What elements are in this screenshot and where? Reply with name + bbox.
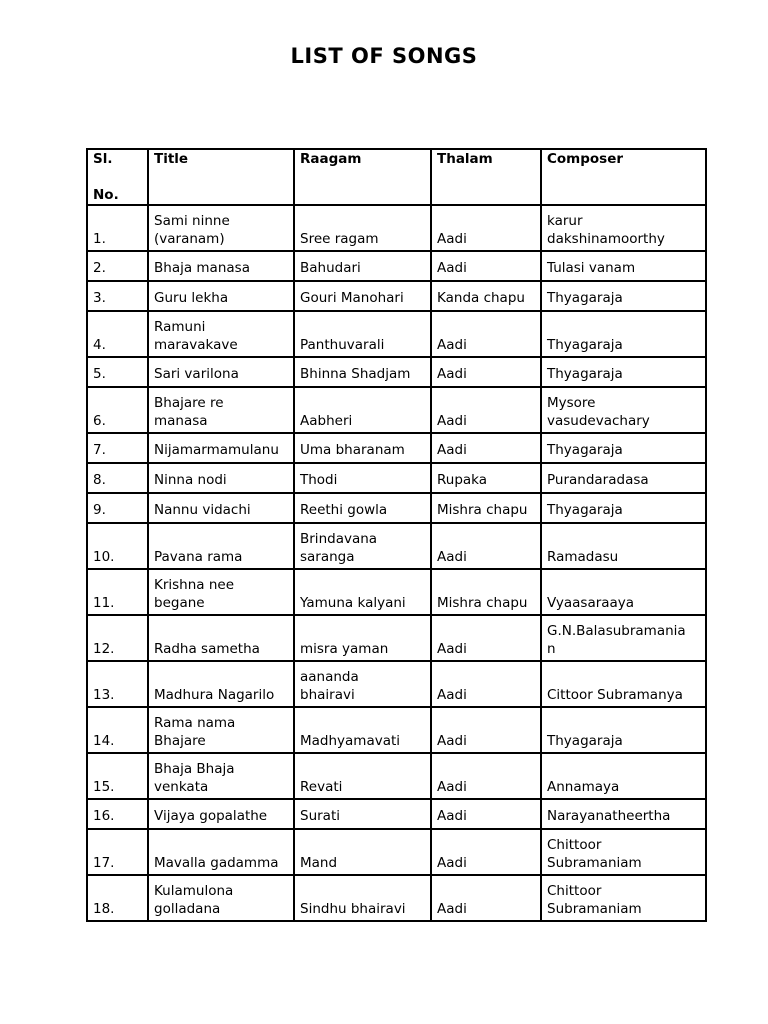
- cell-title: [148, 251, 294, 281]
- cell-thalam: [431, 493, 541, 523]
- cell-sl-no: [87, 205, 148, 251]
- cell-composer: [541, 463, 706, 493]
- cell-composer-line: Ramadasu: [547, 548, 619, 565]
- cell-title: [148, 875, 294, 921]
- songs-table: [86, 148, 707, 922]
- cell-thalam-line: Rupaka: [437, 471, 488, 488]
- table-row: [87, 753, 706, 799]
- cell-composer-line: karur: [547, 213, 583, 229]
- header-sl-no: [87, 149, 148, 205]
- cell-title-line: Guru lekha: [154, 289, 229, 306]
- cell-title: [148, 493, 294, 523]
- cell-sl-no: [87, 799, 148, 829]
- cell-sl-no-line: 17.: [93, 854, 115, 871]
- cell-title: [148, 357, 294, 387]
- cell-raagam-line: saranga: [300, 548, 355, 565]
- cell-title-line: golladana: [154, 900, 221, 917]
- cell-raagam: [294, 875, 431, 921]
- cell-raagam: [294, 205, 431, 251]
- cell-raagam: [294, 615, 431, 661]
- cell-title-line: Ramuni: [154, 319, 206, 335]
- cell-composer: [541, 357, 706, 387]
- cell-title: [148, 615, 294, 661]
- cell-title-line: Rama nama: [154, 715, 236, 731]
- cell-title-line: maravakave: [154, 336, 238, 353]
- header-raagam: Raagam: [294, 149, 431, 205]
- cell-composer-line: Subramaniam: [547, 900, 642, 917]
- cell-raagam: [294, 387, 431, 433]
- cell-composer: [541, 799, 706, 829]
- cell-title: [148, 387, 294, 433]
- cell-thalam-line: Aadi: [437, 259, 467, 276]
- cell-sl-no: [87, 661, 148, 707]
- cell-title-line: begane: [154, 594, 205, 611]
- table-row: [87, 205, 706, 251]
- cell-sl-no: [87, 875, 148, 921]
- cell-raagam: [294, 569, 431, 615]
- cell-sl-no-line: 1.: [93, 230, 106, 247]
- cell-thalam: [431, 281, 541, 311]
- cell-title-line: (varanam): [154, 230, 225, 247]
- cell-thalam: [431, 661, 541, 707]
- cell-raagam: [294, 433, 431, 463]
- cell-thalam: [431, 357, 541, 387]
- cell-composer: [541, 615, 706, 661]
- cell-composer-line: Chittoor: [547, 883, 602, 899]
- cell-thalam: [431, 753, 541, 799]
- table-row: [87, 569, 706, 615]
- cell-thalam-line: Aadi: [437, 807, 467, 824]
- cell-raagam-line: Aabheri: [300, 412, 353, 429]
- cell-title: [148, 569, 294, 615]
- cell-raagam-line: Bahudari: [300, 259, 361, 276]
- cell-composer-line: Thyagaraja: [547, 441, 623, 458]
- cell-title-line: Madhura Nagarilo: [154, 686, 275, 703]
- cell-composer-line: dakshinamoorthy: [547, 230, 665, 247]
- cell-title-line: Bhaja Bhaja: [154, 761, 235, 777]
- cell-composer-line: Chittoor: [547, 837, 602, 853]
- cell-thalam: [431, 569, 541, 615]
- cell-raagam-line: Panthuvarali: [300, 336, 385, 353]
- cell-composer: [541, 661, 706, 707]
- cell-sl-no-line: 13.: [93, 686, 115, 703]
- cell-thalam-line: Kanda chapu: [437, 289, 525, 306]
- cell-title-line: Ninna nodi: [154, 471, 227, 488]
- cell-composer-line: n: [547, 640, 556, 657]
- cell-raagam-line: Revati: [300, 778, 343, 795]
- cell-composer: [541, 433, 706, 463]
- cell-sl-no: [87, 281, 148, 311]
- cell-title: [148, 463, 294, 493]
- cell-title-line: manasa: [154, 412, 208, 429]
- page-title: LIST OF SONGS: [290, 44, 478, 68]
- cell-thalam-line: Aadi: [437, 854, 467, 871]
- cell-composer: [541, 753, 706, 799]
- cell-sl-no: [87, 753, 148, 799]
- cell-thalam-line: Aadi: [437, 548, 467, 565]
- cell-composer: [541, 829, 706, 875]
- cell-raagam-line: Gouri Manohari: [300, 289, 404, 306]
- cell-sl-no: [87, 463, 148, 493]
- cell-thalam-line: Aadi: [437, 900, 467, 917]
- cell-raagam-line: Madhyamavati: [300, 732, 401, 749]
- cell-composer: [541, 875, 706, 921]
- cell-composer: [541, 251, 706, 281]
- header-sl: Sl.: [93, 151, 113, 167]
- cell-composer: [541, 493, 706, 523]
- cell-raagam: [294, 493, 431, 523]
- cell-composer-line: Annamaya: [547, 778, 620, 795]
- cell-sl-no-line: 12.: [93, 640, 115, 657]
- table-row: [87, 799, 706, 829]
- cell-sl-no-line: 14.: [93, 732, 115, 749]
- cell-composer: [541, 523, 706, 569]
- table-row: [87, 281, 706, 311]
- cell-composer-line: Vyaasaraaya: [547, 594, 635, 611]
- cell-title-line: Sami ninne: [154, 213, 230, 229]
- cell-raagam-line: aananda: [300, 669, 359, 685]
- cell-composer-line: Thyagaraja: [547, 336, 623, 353]
- cell-sl-no-line: 15.: [93, 778, 115, 795]
- cell-title: [148, 829, 294, 875]
- cell-thalam-line: Aadi: [437, 365, 467, 382]
- cell-composer-line: Thyagaraja: [547, 732, 623, 749]
- cell-title: [148, 205, 294, 251]
- table-row: [87, 615, 706, 661]
- cell-composer-line: vasudevachary: [547, 412, 650, 429]
- cell-composer-line: Tulasi vanam: [547, 259, 636, 276]
- table-row: [87, 387, 706, 433]
- cell-sl-no: [87, 829, 148, 875]
- cell-thalam: [431, 707, 541, 753]
- cell-thalam: [431, 829, 541, 875]
- cell-sl-no: [87, 251, 148, 281]
- cell-title-line: Bhaja manasa: [154, 259, 250, 276]
- cell-raagam-line: Thodi: [300, 471, 338, 488]
- cell-composer: [541, 281, 706, 311]
- cell-title-line: Radha sametha: [154, 640, 260, 657]
- cell-title: [148, 523, 294, 569]
- cell-sl-no: [87, 387, 148, 433]
- cell-title-line: Nannu vidachi: [154, 501, 251, 518]
- header-title: Title: [148, 149, 294, 205]
- cell-sl-no-line: 8.: [93, 471, 106, 488]
- cell-thalam-line: Aadi: [437, 686, 467, 703]
- table-row: [87, 829, 706, 875]
- cell-title-line: Vijaya gopalathe: [154, 807, 268, 824]
- cell-sl-no: [87, 707, 148, 753]
- cell-title: [148, 281, 294, 311]
- cell-title-line: Mavalla gadamma: [154, 854, 279, 871]
- cell-raagam-line: Bhinna Shadjam: [300, 365, 411, 382]
- cell-thalam-line: Aadi: [437, 441, 467, 458]
- cell-title: [148, 799, 294, 829]
- cell-sl-no-line: 16.: [93, 807, 115, 824]
- cell-raagam-line: Mand: [300, 854, 338, 871]
- cell-raagam-line: bhairavi: [300, 686, 355, 703]
- cell-sl-no-line: 11.: [93, 594, 115, 611]
- cell-thalam-line: Aadi: [437, 778, 467, 795]
- cell-composer-line: Cittoor Subramanya: [547, 686, 683, 703]
- cell-thalam: [431, 251, 541, 281]
- cell-title-line: Sari varilona: [154, 365, 239, 382]
- table-row: [87, 463, 706, 493]
- cell-raagam: [294, 799, 431, 829]
- cell-raagam: [294, 251, 431, 281]
- cell-title: [148, 433, 294, 463]
- table-row: [87, 707, 706, 753]
- cell-composer: [541, 387, 706, 433]
- cell-title-line: Nijamarmamulanu: [154, 441, 279, 458]
- cell-raagam: [294, 753, 431, 799]
- cell-title-line: Bhajare: [154, 732, 206, 749]
- cell-sl-no-line: 6.: [93, 412, 106, 429]
- cell-composer-line: Mysore: [547, 395, 596, 411]
- cell-composer: [541, 569, 706, 615]
- cell-thalam: [431, 205, 541, 251]
- cell-raagam-line: Surati: [300, 807, 340, 824]
- cell-composer-line: Subramaniam: [547, 854, 642, 871]
- header-no: No.: [93, 186, 119, 203]
- table-row: [87, 875, 706, 921]
- cell-raagam: [294, 829, 431, 875]
- cell-thalam-line: Aadi: [437, 640, 467, 657]
- cell-composer: [541, 707, 706, 753]
- cell-title: [148, 707, 294, 753]
- cell-sl-no: [87, 357, 148, 387]
- cell-sl-no-line: 5.: [93, 365, 106, 382]
- cell-raagam: [294, 707, 431, 753]
- header-thalam: Thalam: [431, 149, 541, 205]
- cell-raagam: [294, 661, 431, 707]
- cell-raagam: [294, 463, 431, 493]
- cell-thalam-line: Aadi: [437, 336, 467, 353]
- cell-title: [148, 311, 294, 357]
- cell-thalam: [431, 311, 541, 357]
- cell-thalam-line: Aadi: [437, 732, 467, 749]
- cell-raagam: [294, 311, 431, 357]
- cell-sl-no: [87, 569, 148, 615]
- cell-sl-no-line: 2.: [93, 259, 106, 276]
- cell-raagam-line: Uma bharanam: [300, 441, 405, 458]
- cell-sl-no-line: 18.: [93, 900, 115, 917]
- cell-composer-line: Thyagaraja: [547, 501, 623, 518]
- cell-sl-no-line: 7.: [93, 441, 106, 458]
- cell-thalam-line: Mishra chapu: [437, 594, 528, 611]
- cell-sl-no: [87, 311, 148, 357]
- cell-sl-no-line: 9.: [93, 501, 106, 518]
- cell-thalam: [431, 799, 541, 829]
- cell-sl-no-line: 3.: [93, 289, 106, 306]
- table-row: [87, 661, 706, 707]
- cell-thalam: [431, 615, 541, 661]
- cell-composer-line: Narayanatheertha: [547, 807, 671, 824]
- cell-raagam-line: Yamuna kalyani: [300, 594, 406, 611]
- table-row: [87, 493, 706, 523]
- table-row: [87, 311, 706, 357]
- cell-composer-line: Purandaradasa: [547, 471, 649, 488]
- cell-raagam: [294, 357, 431, 387]
- cell-title-line: Bhajare re: [154, 395, 224, 411]
- cell-sl-no: [87, 433, 148, 463]
- header-composer: Composer: [541, 149, 706, 205]
- cell-composer-line: G.N.Balasubramania: [547, 623, 686, 639]
- cell-thalam: [431, 387, 541, 433]
- cell-sl-no-line: 4.: [93, 336, 106, 353]
- cell-sl-no: [87, 615, 148, 661]
- cell-raagam-line: Reethi gowla: [300, 501, 388, 518]
- cell-sl-no-line: 10.: [93, 548, 115, 565]
- cell-composer: [541, 205, 706, 251]
- table-header-row: [87, 149, 706, 205]
- cell-composer-line: Thyagaraja: [547, 289, 623, 306]
- table-row: [87, 251, 706, 281]
- cell-sl-no: [87, 523, 148, 569]
- cell-title: [148, 661, 294, 707]
- cell-title-line: Kulamulona: [154, 883, 234, 899]
- cell-thalam-line: Aadi: [437, 412, 467, 429]
- table-row: [87, 357, 706, 387]
- cell-title-line: Pavana rama: [154, 548, 243, 565]
- cell-thalam: [431, 433, 541, 463]
- cell-thalam: [431, 875, 541, 921]
- table-row: [87, 433, 706, 463]
- cell-raagam-line: misra yaman: [300, 640, 389, 657]
- cell-raagam: [294, 523, 431, 569]
- cell-raagam-line: Sree ragam: [300, 230, 379, 247]
- cell-thalam: [431, 523, 541, 569]
- cell-thalam-line: Mishra chapu: [437, 501, 528, 518]
- cell-raagam-line: Brindavana: [300, 531, 378, 547]
- cell-raagam-line: Sindhu bhairavi: [300, 900, 406, 917]
- table-row: [87, 523, 706, 569]
- cell-thalam-line: Aadi: [437, 230, 467, 247]
- cell-thalam: [431, 463, 541, 493]
- cell-composer: [541, 311, 706, 357]
- cell-composer-line: Thyagaraja: [547, 365, 623, 382]
- table-body: [87, 205, 706, 921]
- cell-raagam: [294, 281, 431, 311]
- cell-title-line: Krishna nee: [154, 577, 235, 593]
- cell-title: [148, 753, 294, 799]
- cell-sl-no: [87, 493, 148, 523]
- cell-title-line: venkata: [154, 778, 209, 795]
